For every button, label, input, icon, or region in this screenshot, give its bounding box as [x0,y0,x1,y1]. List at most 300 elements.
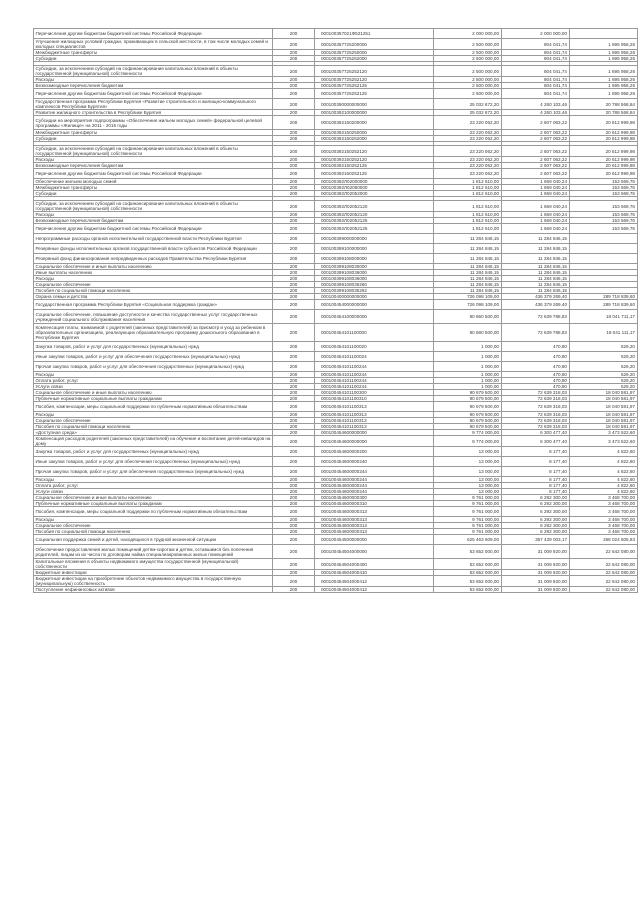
row-line-code: 200 [273,110,315,116]
row-name: Расходы [34,157,273,163]
row-approved-amount: 1 000,00 [433,362,501,372]
table-row [34,244,638,254]
row-classification-code: 000100392150252125 [315,163,434,169]
row-name: Перечисления другим бюджетам бюджетной системы Российской Федерации [34,169,273,179]
row-line-code: 200 [273,50,315,56]
row-name: Оплата работ, услуг [34,378,273,384]
row-approved-amount: 1 812 610,00 [433,212,501,218]
row-executed-amount: 1 659 040,24 [501,201,569,212]
row-line-code: 200 [273,352,315,362]
row-name: Публичные нормативные социальные выплаты гражданам [34,501,273,507]
row-executed-amount: 6 292 300,00 [501,517,569,523]
table-row [34,116,638,130]
row-line-code: 200 [273,457,315,467]
row-name: Услуги связи [34,489,273,495]
row-executed-amount: 436 379 269,40 [501,300,569,310]
row-approved-amount: 1 812 610,00 [433,224,501,234]
row-line-code: 200 [273,559,315,570]
row-classification-code: 000100454504000412 [315,587,434,593]
row-approved-amount: 9 761 000,00 [433,523,501,529]
row-executed-amount: 2 607 063,22 [501,169,569,179]
row-line-code: 200 [273,244,315,254]
table-row [34,66,638,77]
table-row [34,110,638,116]
table-row [34,234,638,244]
row-executed-amount: 11 284 846,15 [501,264,569,270]
row-unexecuted-amount: 529,20 [569,342,637,352]
row-line-code: 200 [273,418,315,424]
row-unexecuted-amount: 20 612 999,98 [569,116,637,130]
row-name: Пособия по социальной помощи населению [34,288,273,294]
row-unexecuted-amount: 18 041 711,17 [569,310,637,324]
row-unexecuted-amount: 153 569,76 [569,191,637,197]
table-row [34,576,638,587]
row-unexecuted-amount: 529,20 [569,384,637,390]
row-unexecuted-amount: 529,20 [569,362,637,372]
row-unexecuted-amount: 1 695 958,26 [569,89,637,99]
row-classification-code: 000100392150252000 [315,136,434,142]
row-classification-code: 000100454101100313 [315,412,434,418]
row-approved-amount: 1 000,00 [433,372,501,378]
table-row [34,324,638,342]
row-name: Государственная программа Республики Бурятия «Социальная поддержка граждан» [34,300,273,310]
row-classification-code: 000100454101100300 [315,390,434,396]
row-executed-amount: 1 659 040,24 [501,212,569,218]
row-line-code: 200 [273,310,315,324]
row-name: Прочая закупка товаров, работ и услуг для обеспечения государственных (муниципальных) нужд [34,467,273,477]
row-executed-amount: 2 607 063,22 [501,116,569,130]
row-unexecuted-amount: 18 040 581,97 [569,396,637,402]
row-approved-amount: 53 652 000,00 [433,576,501,587]
table-row [34,89,638,99]
row-line-code: 200 [273,517,315,523]
row-unexecuted-amount [569,244,637,254]
row-approved-amount: 2 500 000,00 [433,89,501,99]
row-approved-amount: 25 032 672,20 [433,110,501,116]
row-approved-amount: 1 812 610,00 [433,201,501,212]
row-name: Развитие жилищного строительства в Республике Бурятия [34,110,273,116]
row-line-code: 200 [273,234,315,244]
row-line-code: 200 [273,495,315,501]
row-name: Иные закупки товаров, работ и услуг для обеспечения государственных (муниципальных) нужд [34,352,273,362]
row-line-code: 200 [273,324,315,342]
row-unexecuted-amount: 3 468 700,00 [569,529,637,535]
table-row [34,396,638,402]
row-approved-amount: 90 679 500,00 [433,418,501,424]
row-name: Субсидии [34,136,273,142]
row-unexecuted-amount: 20 612 999,98 [569,163,637,169]
row-approved-amount: 53 652 000,00 [433,559,501,570]
row-name: Улучшение жилищных условий граждан, проживающих в сельской местности, в том числе молодых семей и молодых специалистов [34,39,273,50]
row-unexecuted-amount: 20 612 999,98 [569,130,637,136]
row-executed-amount: 31 009 920,00 [501,587,569,593]
row-classification-code: 000100454600000313 [315,517,434,523]
row-name: Компенсация расходов родителей (законных представителей) на обучение и воспитание детей-инвалидов на дому [34,436,273,447]
row-line-code: 200 [273,507,315,517]
row-unexecuted-amount: 3 468 700,00 [569,523,637,529]
row-approved-amount: 23 220 062,20 [433,136,501,142]
row-executed-amount: 31 009 920,00 [501,576,569,587]
row-line-code: 200 [273,430,315,436]
row-executed-amount: 72 639 788,83 [501,324,569,342]
row-classification-code: 000100357725252120 [315,66,434,77]
row-line-code: 200 [273,270,315,276]
row-approved-amount: 9 761 000,00 [433,529,501,535]
row-line-code: 200 [273,390,315,396]
table-row [34,545,638,559]
row-line-code: 200 [273,372,315,378]
row-line-code: 200 [273,477,315,483]
row-unexecuted-amount: 18 040 581,97 [569,412,637,418]
row-line-code: 200 [273,29,315,39]
row-line-code: 200 [273,83,315,89]
row-line-code: 200 [273,288,315,294]
row-executed-amount: 804 041,74 [501,77,569,83]
table-row [34,39,638,50]
row-name: Бюджетные инвестиции [34,570,273,576]
row-line-code: 200 [273,191,315,197]
row-approved-amount: 13 000,00 [433,457,501,467]
row-executed-amount: 1 659 040,24 [501,185,569,191]
row-classification-code: 000100399108036000 [315,276,434,282]
table-row [34,447,638,457]
row-line-code: 200 [273,523,315,529]
row-unexecuted-amount: 529,20 [569,378,637,384]
row-line-code: 200 [273,294,315,300]
row-executed-amount: 72 639 318,03 [501,424,569,430]
row-line-code: 200 [273,424,315,430]
row-approved-amount: 1 000,00 [433,342,501,352]
row-executed-amount: 8 177,40 [501,457,569,467]
row-classification-code: 000100392Л02052125 [315,218,434,224]
table-row [34,254,638,264]
row-approved-amount: 9 761 000,00 [433,495,501,501]
table-row [34,169,638,179]
row-executed-amount: 31 009 920,00 [501,570,569,576]
row-approved-amount: 90 679 500,00 [433,412,501,418]
row-unexecuted-amount: 18 040 581,97 [569,390,637,396]
row-unexecuted-amount: 22 642 080,00 [569,570,637,576]
row-unexecuted-amount: 3 468 700,00 [569,507,637,517]
row-unexecuted-amount: 1 695 958,26 [569,66,637,77]
row-executed-amount: 470,80 [501,342,569,352]
row-executed-amount: 2 607 063,22 [501,130,569,136]
row-classification-code: 000100454101100244 [315,378,434,384]
row-unexecuted-amount: 3 468 700,00 [569,501,637,507]
row-line-code: 200 [273,489,315,495]
row-executed-amount: 11 284 846,15 [501,254,569,264]
table-row [34,587,638,593]
row-executed-amount: 72 639 788,83 [501,310,569,324]
row-classification-code: 000100454600000244 [315,467,434,477]
row-approved-amount: 2 500 000,00 [433,83,501,89]
row-classification-code: 000100454101100244 [315,384,434,390]
row-executed-amount: 470,80 [501,352,569,362]
table-row [34,507,638,517]
row-classification-code: 000100357021Ф521251 [315,29,434,39]
row-classification-code: 000100399000000000 [315,234,434,244]
row-approved-amount: 11 284 846,15 [433,234,501,244]
row-classification-code: 000100454101100244 [315,362,434,372]
row-classification-code: 000100454504000000 [315,545,434,559]
row-approved-amount: 53 652 000,00 [433,570,501,576]
row-approved-amount: 2 500 000,00 [433,56,501,62]
row-name: Закупка товаров, работ и услуг для государственных (муниципальных) нужд [34,447,273,457]
row-name: Капитальные вложения в объекты недвижимого имущества государственной (муниципальной) собственности [34,559,273,570]
row-name: Субсидии [34,56,273,62]
row-approved-amount: 90 679 500,00 [433,424,501,430]
row-executed-amount: 11 284 846,15 [501,244,569,254]
row-line-code: 200 [273,179,315,185]
row-classification-code: 000100454600000000 [315,436,434,447]
row-approved-amount: 13 000,00 [433,447,501,457]
row-approved-amount: 90 680 500,00 [433,324,501,342]
row-name: Безвозмездные перечисления бюджетам [34,83,273,89]
row-name: Закупка товаров, работ и услуг для государственных (муниципальных) нужд [34,342,273,352]
row-unexecuted-amount: 1 695 958,26 [569,83,637,89]
row-approved-amount: 13 000,00 [433,489,501,495]
row-unexecuted-amount: 1 695 958,26 [569,39,637,50]
row-name: Иные выплаты населению [34,270,273,276]
row-unexecuted-amount: 20 612 999,98 [569,169,637,179]
row-name: Социальное обеспечение и иные выплаты населению [34,495,273,501]
row-name: Резервные фонды исполнительных органов государственной власти субъектов Российской Федерации [34,244,273,254]
table-row [34,201,638,212]
table-row [34,99,638,110]
row-executed-amount: 804 041,74 [501,83,569,89]
row-executed-amount: 804 041,74 [501,89,569,99]
row-executed-amount: 1 659 040,24 [501,224,569,234]
table-row [34,300,638,310]
row-executed-amount: 4 260 103,46 [501,110,569,116]
row-executed-amount: 1 659 040,24 [501,218,569,224]
row-classification-code: 000100454600000313 [315,523,434,529]
row-classification-code: 000100357725252125 [315,89,434,99]
row-line-code: 200 [273,89,315,99]
row-line-code: 200 [273,529,315,535]
row-line-code: 200 [273,467,315,477]
table-body [34,29,638,593]
table-row [34,390,638,396]
row-line-code: 200 [273,56,315,62]
row-line-code: 200 [273,99,315,110]
row-classification-code: 000100454101100024 [315,352,434,362]
row-line-code: 200 [273,436,315,447]
row-name: Непрограммные расходы органов исполнительной государственной власти Республики Бурятия [34,234,273,244]
row-name: Прочая закупка товаров, работ и услуг для обеспечения государственных (муниципальных) нужд [34,362,273,372]
row-approved-amount: 23 220 062,20 [433,157,501,163]
row-unexecuted-amount: 153 569,76 [569,179,637,185]
row-unexecuted-amount: 1 695 958,26 [569,56,637,62]
row-executed-amount: 11 284 846,15 [501,288,569,294]
table-row [34,288,638,294]
row-approved-amount: 23 220 062,20 [433,146,501,157]
row-classification-code: 000100399108030000 [315,264,434,270]
row-unexecuted-amount: 4 822,60 [569,483,637,489]
row-approved-amount: 1 000,00 [433,352,501,362]
row-unexecuted-amount: 153 569,76 [569,212,637,218]
row-line-code: 200 [273,282,315,288]
table-row [34,495,638,501]
row-classification-code: 000100392Л02052120 [315,212,434,218]
row-name: Оплата работ, услуг [34,483,273,489]
row-approved-amount: 11 284 846,15 [433,282,501,288]
row-name: Иные закупки товаров, работ и услуг для обеспечения государственных (муниципальных) нужд [34,457,273,467]
row-line-code: 200 [273,576,315,587]
row-name: Расходы [34,212,273,218]
row-unexecuted-amount: 289 718 839,60 [569,300,637,310]
row-executed-amount: 470,80 [501,362,569,372]
table-row [34,310,638,324]
row-classification-code: 000100399108036000 [315,270,434,276]
row-approved-amount: 11 284 846,15 [433,270,501,276]
row-classification-code: 000100357725252000 [315,56,434,62]
row-classification-code: 000100454600000313 [315,529,434,535]
row-unexecuted-amount: 20 788 568,84 [569,110,637,116]
row-classification-code: 000100454101100313 [315,418,434,424]
row-executed-amount: 2 607 063,22 [501,163,569,169]
row-unexecuted-amount: 18 040 581,97 [569,402,637,412]
row-classification-code: 000100392Л02052000 [315,191,434,197]
row-executed-amount: 8 177,40 [501,489,569,495]
row-name: Субсидии, за исключением субсидий на софинансирование капитальных вложений в объекты государственной (муниципальной) собственности [34,201,273,212]
row-unexecuted-amount: 20 612 999,98 [569,136,637,142]
row-executed-amount: 6 300 477,40 [501,436,569,447]
row-line-code: 200 [273,201,315,212]
table-row [34,501,638,507]
row-line-code: 200 [273,384,315,390]
row-classification-code: 000100399108036260 [315,282,434,288]
row-approved-amount: 13 000,00 [433,477,501,483]
row-approved-amount: 1 812 610,00 [433,179,501,185]
row-name: Расходы [34,412,273,418]
row-line-code: 200 [273,396,315,402]
table-row [34,535,638,545]
table-row [34,264,638,270]
row-classification-code: 000100392Л02052120 [315,201,434,212]
row-unexecuted-amount: 18 040 581,97 [569,418,637,424]
row-name: Субсидии, за исключением субсидий на софинансирование капитальных вложений в объекты государственной (муниципальной) собственности [34,146,273,157]
row-line-code: 200 [273,130,315,136]
row-executed-amount: 6 292 300,00 [501,501,569,507]
row-approved-amount: 625 463 609,00 [433,535,501,545]
row-executed-amount: 8 177,40 [501,447,569,457]
row-approved-amount: 53 652 000,00 [433,587,501,593]
budget-report-sheet [33,28,635,593]
row-unexecuted-amount: 268 024 605,83 [569,535,637,545]
row-executed-amount: 436 379 269,40 [501,294,569,300]
row-classification-code: 000100392Л02052125 [315,224,434,234]
row-approved-amount: 9 774 000,00 [433,436,501,447]
row-classification-code: 000100454101100310 [315,396,434,402]
row-classification-code: 000100392100000000 [315,110,434,116]
table-row [34,559,638,570]
budget-execution-table [33,28,638,593]
row-unexecuted-amount: 4 822,60 [569,447,637,457]
table-row [34,342,638,352]
row-executed-amount: 72 639 318,03 [501,390,569,396]
row-unexecuted-amount: 20 788 568,84 [569,99,637,110]
row-approved-amount: 2 500 000,00 [433,66,501,77]
row-executed-amount: 6 292 300,00 [501,507,569,517]
row-executed-amount: 8 177,40 [501,467,569,477]
row-line-code: 200 [273,570,315,576]
row-executed-amount: 804 041,74 [501,50,569,56]
row-classification-code: 000100357725200000 [315,39,434,50]
row-classification-code: 000100357725252120 [315,77,434,83]
row-approved-amount: 90 860 500,00 [433,310,501,324]
row-name: Перечисления другим бюджетам бюджетной системы Российской Федерации [34,29,273,39]
row-executed-amount: 8 177,40 [501,477,569,483]
row-line-code: 200 [273,535,315,545]
row-executed-amount: 8 177,40 [501,483,569,489]
table-row [34,402,638,412]
row-executed-amount: 4 260 103,46 [501,99,569,110]
row-executed-amount: 72 639 318,03 [501,418,569,424]
row-classification-code: 000100399100000000 [315,244,434,254]
row-approved-amount: 1 812 610,00 [433,218,501,224]
row-name: Безвозмездные перечисления бюджетам [34,218,273,224]
row-line-code: 200 [273,66,315,77]
row-classification-code: 000100392150252120 [315,146,434,157]
row-name: Социальное обеспечение, повышение доступности и качества государственных услуг государственных учреждений социального обслуживания населения [34,310,273,324]
row-classification-code: 000100454600000000 [315,430,434,436]
row-executed-amount: 31 009 920,00 [501,559,569,570]
row-approved-amount: 1 812 610,00 [433,185,501,191]
row-line-code: 200 [273,587,315,593]
row-classification-code: 000100454600000300 [315,495,434,501]
row-approved-amount: 23 220 062,20 [433,130,501,136]
row-classification-code: 000100454101100000 [315,324,434,342]
row-classification-code: 000100390000000000 [315,99,434,110]
row-executed-amount: 357 439 003,17 [501,535,569,545]
row-unexecuted-amount: 1 695 958,26 [569,77,637,83]
row-executed-amount: 804 041,74 [501,56,569,62]
row-unexecuted-amount: 3 473 522,60 [569,436,637,447]
row-line-code: 200 [273,545,315,559]
row-unexecuted-amount: 22 642 080,00 [569,576,637,587]
row-classification-code: 000100392150252125 [315,169,434,179]
row-approved-amount: 2 500 000,00 [433,77,501,83]
row-approved-amount: 9 761 000,00 [433,507,501,517]
row-unexecuted-amount: 153 569,76 [569,185,637,191]
row-line-code: 200 [273,483,315,489]
row-approved-amount: 11 284 846,15 [433,288,501,294]
table-row [34,362,638,372]
row-classification-code: 000100399108036262 [315,288,434,294]
table-row [34,436,638,447]
row-line-code: 200 [273,378,315,384]
row-approved-amount: 53 652 000,00 [433,545,501,559]
row-approved-amount: 11 284 846,15 [433,264,501,270]
row-approved-amount: 9 761 000,00 [433,501,501,507]
row-executed-amount: 470,80 [501,384,569,390]
row-line-code: 200 [273,218,315,224]
row-unexecuted-amount: 4 822,60 [569,467,637,477]
row-unexecuted-amount: 18 040 581,97 [569,424,637,430]
row-name: Охрана семьи и детства [34,294,273,300]
row-name: Пособия по социальной помощи населению [34,529,273,535]
row-name: Пособия, компенсации, меры социальной поддержки по публичным нормативным обязательствам [34,507,273,517]
row-classification-code: 000100357725252125 [315,83,434,89]
row-name: Социальное обеспечение и иные выплаты населению [34,390,273,396]
row-name: «Доступная среда» [34,430,273,436]
table-row [34,424,638,430]
row-line-code: 200 [273,342,315,352]
table-row [34,467,638,477]
row-name: Расходы [34,276,273,282]
row-line-code: 200 [273,264,315,270]
